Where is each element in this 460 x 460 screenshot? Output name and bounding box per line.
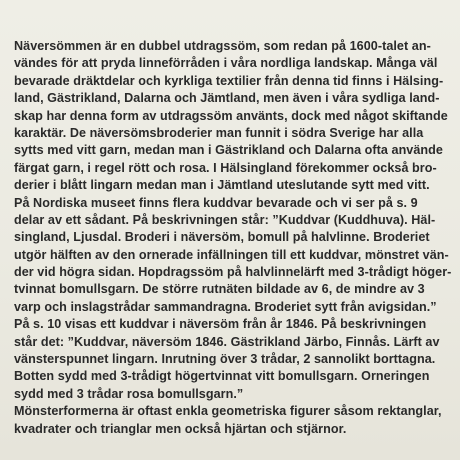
text-line: varp och inslagstrådar sammandragna. Broderiet sytt från avigsidan.” [14,299,437,314]
text-line: bevarade dräktdelar och kyrkliga textilier från denna tid finns i Hälsing- [14,73,444,88]
text-line: land, Gästrikland, Dalarna och Jämtland, men även i våra sydliga land- [14,91,440,106]
text-line: Näversömmen är en dubbel utdragssöm, som redan på 1600-talet an- [14,39,431,53]
text-line: skap har denna form av utdragssöm använts, dock med något skiftande [14,108,448,123]
text-line: derier i blått lingarn medan man i Jämtland uteslutande sytt med vitt. [14,178,430,193]
text-line: står det: ”Kuddvar, näversöm 1846. Gästrikland Järbo, Finnås. Lärft av [14,334,440,349]
text-line: tvinnat bomullsgarn. De större rutnäten bildade av 6, de mindre av 3 [14,282,425,297]
text-line: sytts med vitt garn, medan man i Gästrikland och Dalarna ofta använde [14,143,443,158]
text-line: sydd med 3 trådar rosa bomullsgarn.” [14,386,244,401]
text-line: På s. 10 visas ett kuddvar i näversöm från år 1846. På beskrivningen [14,317,427,332]
text-line: karaktär. De näversömsbroderier man funnit i södra Sverige har alla [14,125,424,140]
text-line: kvadrater och trianglar men också hjärtan och stjärnor. [14,421,347,436]
text-line: På Nordiska museet finns flera kuddvar bevarade och vi ser på s. 9 [14,195,418,210]
text-line: Botten sydd med 3-trådigt högertvinnat vitt bomullsgarn. Orneringen [14,369,430,384]
text-line: färgat garn, i regel rött och rosa. I Hälsingland förekommer också bro- [14,160,437,175]
text-line: der vid högra sidan. Hopdragssöm på halvlinnelärft med 3-trådigt höger- [14,265,452,280]
text-line: delar av ett sådant. På beskrivningen står: ”Kuddvar (Kuddhuva). Häl- [14,212,436,227]
text-line: utgör hälften av den ornerade infällningen till ett kuddvar, mönstret vän- [14,247,449,262]
text-line: vänsterspunnet lingarn. Inrutning över 3 trådar, 2 sannolikt borttagna. [14,352,436,367]
text-line: Mönsterformerna är oftast enkla geometriska figurer såsom rektanglar, [14,404,442,419]
text-line: singland, Ljusdal. Broderi i näversöm, bomull på halvlinne. Broderiet [14,230,430,245]
text-line: vändes för att pryda linneförråden i våra nordliga landskap. Många väl [14,56,438,71]
body-text [14,38,460,438]
